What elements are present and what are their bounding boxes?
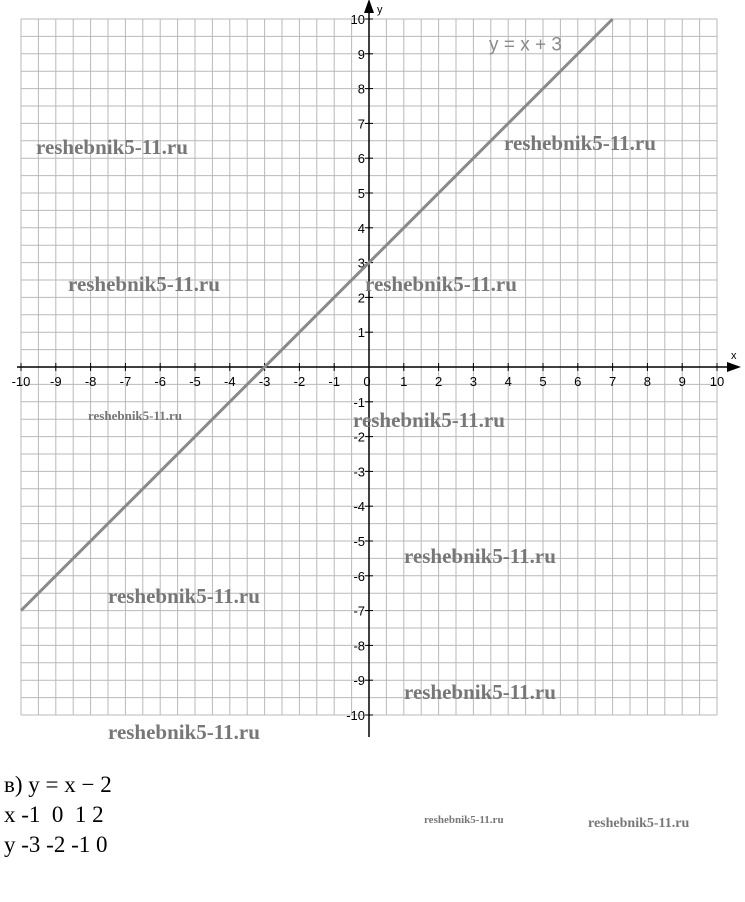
y-tick-label: -7 [353, 603, 365, 619]
watermark: reshebnik5-11.ru [404, 680, 556, 704]
y-tick-label: -4 [353, 499, 365, 515]
x-tick-label: -7 [119, 374, 132, 389]
y-tick-label: -1 [353, 394, 365, 410]
y-tick-label: -8 [353, 638, 365, 654]
y-tick-label: -5 [353, 534, 365, 549]
y-tick-label: 7 [357, 116, 365, 132]
x-tick-label: -2 [293, 374, 306, 389]
x-tick-label: 10 [709, 374, 725, 389]
watermark: reshebnik5-11.ru [88, 408, 183, 423]
x-axis-label: x [731, 350, 737, 362]
y-tick-label: -2 [353, 429, 365, 445]
equation-line: в) у = х − 2 [4, 772, 112, 797]
y-tick-label: 9 [357, 46, 365, 62]
y-tick-label: -3 [353, 464, 365, 480]
y-axis-arrow [364, 0, 374, 13]
x-tick-label: 1 [400, 374, 408, 389]
x-tick-label: -8 [84, 374, 97, 389]
y-tick-label: 6 [357, 151, 365, 167]
x-tick-label: -6 [154, 374, 166, 389]
y-tick-label: 3 [357, 255, 365, 271]
x-tick-label: 9 [678, 374, 686, 389]
x-tick-label: 0 [363, 374, 371, 389]
y-tick-label: 10 [350, 12, 365, 27]
watermark: reshebnik5-11.ru [588, 816, 690, 831]
series-label: y = x + 3 [489, 34, 562, 56]
x-tick-label: -9 [50, 374, 62, 389]
y-tick-label: 2 [357, 290, 365, 306]
x-tick-label: -3 [258, 374, 271, 389]
solution-text [4, 770, 112, 860]
x-tick-label: 6 [574, 374, 582, 389]
y-tick-label: -10 [346, 708, 365, 723]
watermark: reshebnik5-11.ru [353, 408, 505, 432]
x-tick-label: 7 [608, 374, 617, 389]
watermark: reshebnik5-11.ru [36, 135, 188, 159]
watermark: reshebnik5-11.ru [365, 272, 517, 296]
y-tick-label: 8 [357, 81, 365, 97]
x-tick-label: -4 [224, 374, 236, 389]
y-tick-label: 4 [357, 220, 365, 236]
y-tick-label: -9 [353, 673, 365, 689]
x-tick-label: 5 [539, 374, 547, 389]
x-tick-label: -1 [328, 374, 340, 389]
y-tick-label: 1 [357, 325, 365, 341]
y-axis-label: y [377, 4, 383, 16]
watermark: reshebnik5-11.ru [424, 814, 504, 826]
x-axis-arrow [727, 362, 741, 372]
watermark: reshebnik5-11.ru [404, 544, 556, 568]
y-tick-label: -6 [353, 568, 365, 584]
x-tick-label: 3 [469, 374, 478, 389]
x-values-line: х -1 0 1 2 [4, 802, 104, 827]
y-values-line: у -3 -2 -1 0 [4, 832, 108, 857]
watermark: reshebnik5-11.ru [68, 272, 220, 296]
x-tick-label: 2 [434, 374, 443, 389]
x-tick-label: -10 [11, 374, 31, 389]
x-tick-label: 4 [504, 374, 512, 389]
x-tick-label: 8 [643, 374, 652, 389]
y-tick-label: 5 [357, 186, 365, 201]
x-tick-label: -5 [189, 374, 201, 389]
watermark: reshebnik5-11.ru [108, 584, 260, 608]
watermark: reshebnik5-11.ru [504, 131, 656, 155]
watermark: reshebnik5-11.ru [108, 720, 260, 744]
